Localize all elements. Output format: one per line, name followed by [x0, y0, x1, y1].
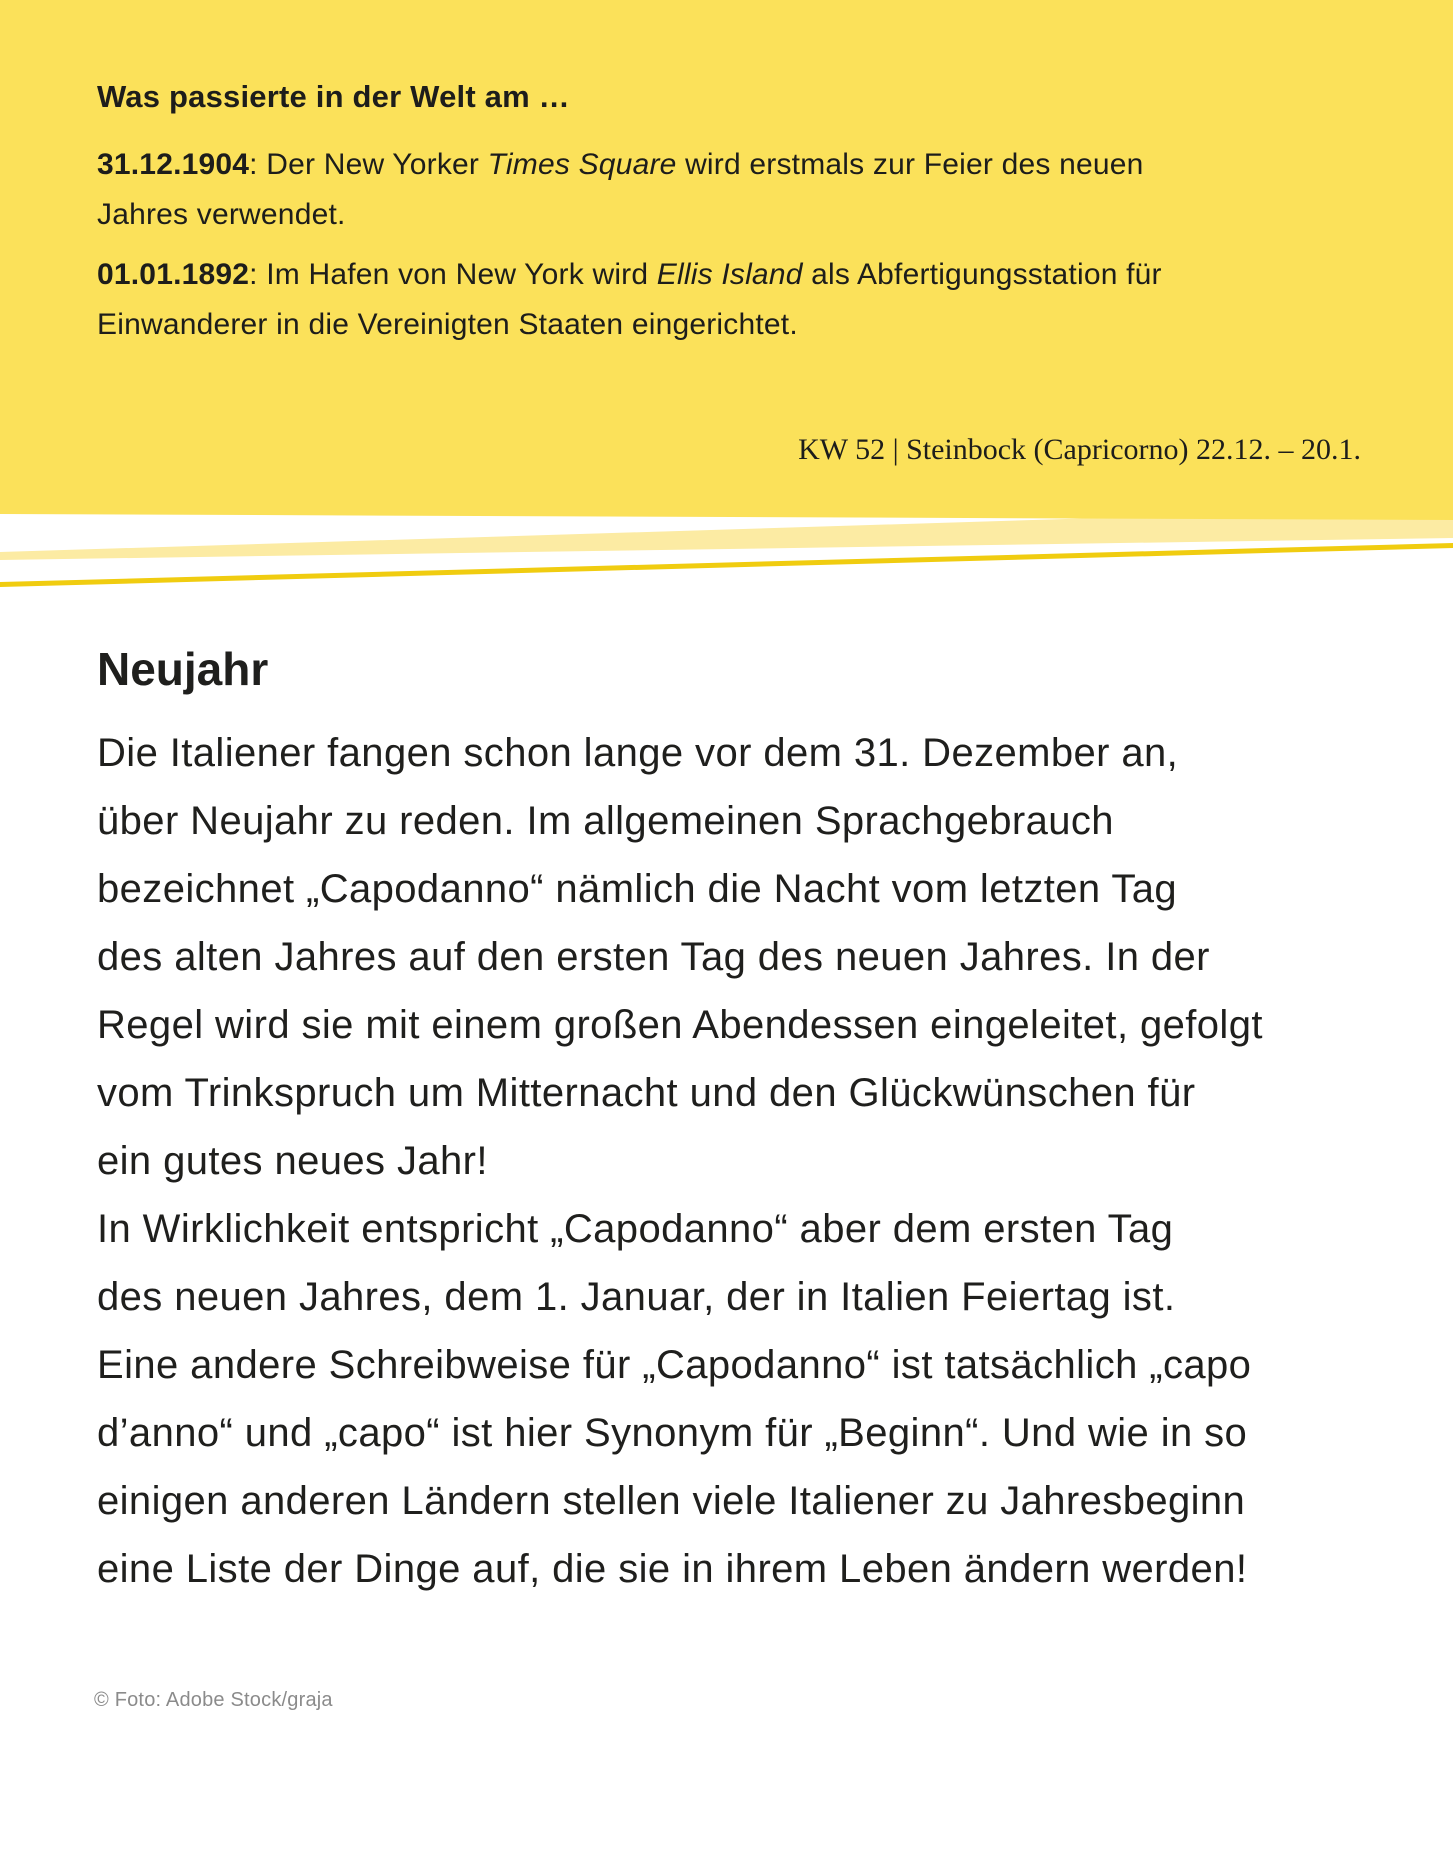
article-line: In Wirklichkeit entspricht „Capodanno“ aber dem ersten Tag — [97, 1207, 1174, 1251]
photo-credit: © Foto: Adobe Stock/graja — [94, 1689, 333, 1711]
article-line: eine Liste der Dinge auf, die sie in ihrem Leben ändern werden! — [97, 1547, 1248, 1591]
article-line: vom Trinkspruch um Mitternacht und den Glückwünschen für — [97, 1071, 1196, 1115]
article — [97, 643, 1407, 1603]
event-date: 31.12.1904 — [97, 148, 250, 181]
event-place-italic: Ellis Island — [656, 258, 803, 291]
article-line: Eine andere Schreibweise für „Capodanno“ ist tatsächlich „capo — [97, 1343, 1252, 1387]
banner-content — [97, 0, 1377, 350]
history-event — [97, 140, 1377, 240]
event-text: : Der New Yorker — [249, 148, 488, 181]
event-date: 01.01.1892 — [97, 258, 250, 291]
banner-title: Was passierte in der Welt am … — [97, 79, 570, 114]
article-line: des neuen Jahres, dem 1. Januar, der in Italien Feiertag ist. — [97, 1275, 1176, 1319]
article-line: d’anno“ und „capo“ ist hier Synonym für „Beginn“. Und wie in so — [97, 1411, 1248, 1455]
event-text: wird erstmals zur Feier des neuen — [676, 148, 1144, 181]
article-heading: Neujahr — [97, 643, 269, 695]
week-zodiac-label: KW 52 | Steinbock (Capricorno) 22.12. – 20.1. — [798, 433, 1361, 466]
article-line: des alten Jahres auf den ersten Tag des neuen Jahres. In der — [97, 935, 1210, 979]
article-line: bezeichnet „Capodanno“ nämlich die Nacht vom letzten Tag — [97, 867, 1178, 911]
article-line: Die Italiener fangen schon lange vor dem 31. Dezember an, — [97, 731, 1179, 775]
event-text: als Abfertigungsstation für — [802, 258, 1162, 291]
article-line: einigen anderen Ländern stellen viele Italiener zu Jahresbeginn — [97, 1479, 1246, 1523]
article-line: ein gutes neues Jahr! — [97, 1139, 488, 1183]
event-text: : Im Hafen von New York wird — [249, 258, 657, 291]
article-line: Regel wird sie mit einem großen Abendessen eingeleitet, gefolgt — [97, 1003, 1263, 1047]
history-event — [97, 250, 1377, 350]
event-text-line2: Jahres verwendet. — [97, 198, 346, 231]
event-place-italic: Times Square — [487, 148, 677, 181]
event-text-line2: Einwanderer in die Vereinigten Staaten eingerichtet. — [97, 308, 798, 341]
article-line: über Neujahr zu reden. Im allgemeinen Sprachgebrauch — [97, 799, 1114, 843]
